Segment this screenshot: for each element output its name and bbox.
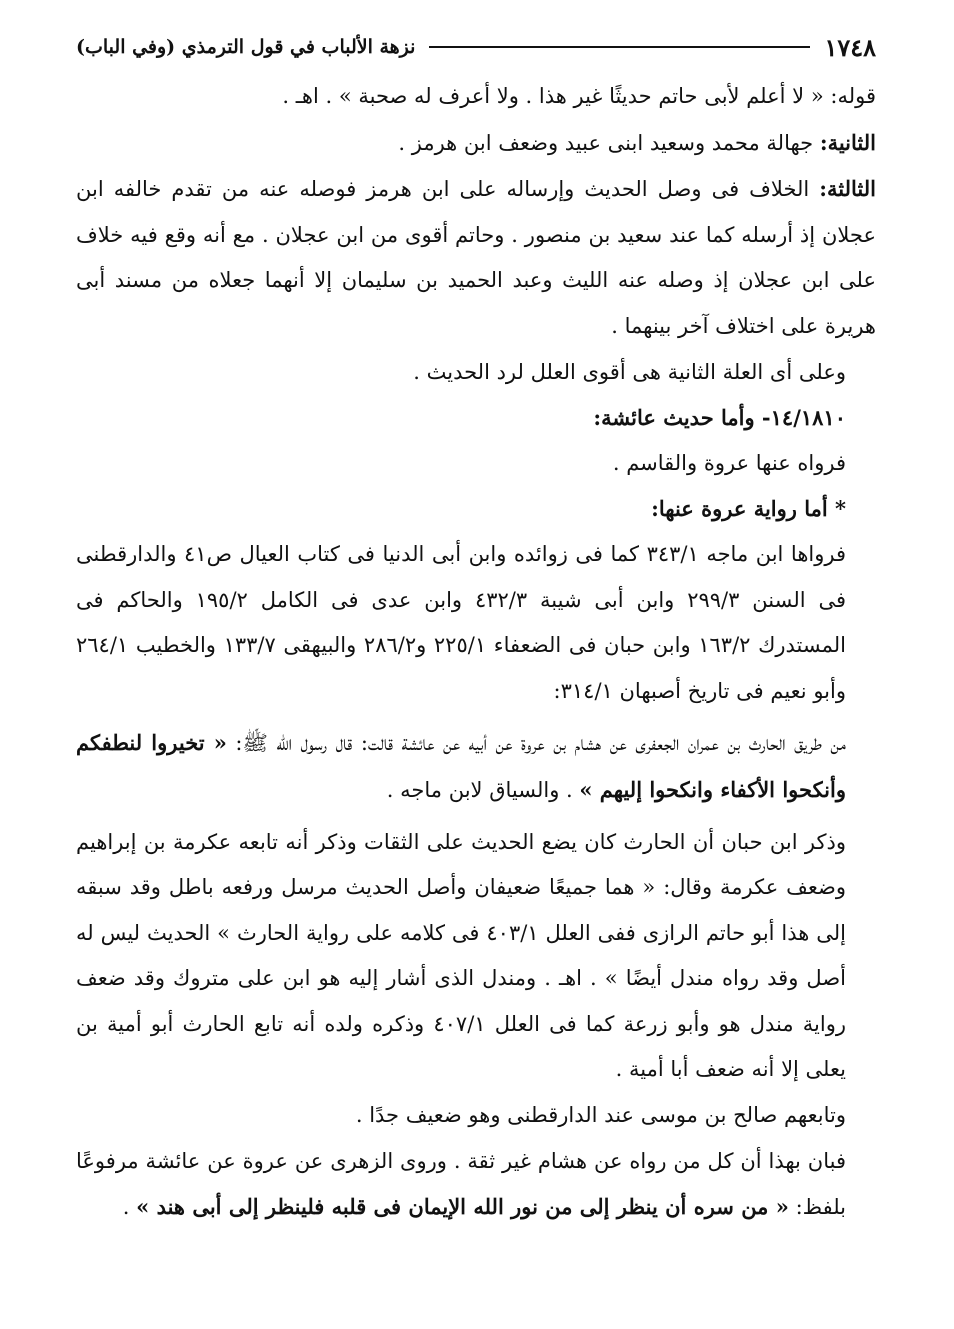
paragraph-quote-abu-hatim xyxy=(76,74,876,120)
paragraph-text: جهالة محمد وسعيد ابنى عبيد وضعف ابن هرمز . xyxy=(398,130,814,155)
book-page xyxy=(76,22,876,1231)
page-number: ١٧٤٨ xyxy=(824,32,876,62)
paragraph-text: « لا أعلم لأبى حاتم حديثًا غير هذا . ولا أعرف له صحبة » . اهـ . xyxy=(282,84,824,108)
paragraph-text: من طريق الحارث بن عمران الجعفرى عن هشام بن عروة عن أبيه عن عائشة قالت: قال رسول الله ﷺ: xyxy=(235,731,846,756)
subheading-urwa-narration: * أما رواية عروة عنها: xyxy=(651,496,846,522)
running-title: نزهة الألباب في قول الترمذي (وفي الباب) xyxy=(76,36,416,58)
paragraph-conclusion: وعلى أى العلة الثانية هى أقوى العلل لرد الحديث . xyxy=(413,359,846,384)
paragraph-third-defect xyxy=(76,166,876,349)
paragraph-text: الخلاف فى وصل الحديث وإرساله على ابن هرمز فوصله عنه من تقدم خالفه ابن عجلان إذ أرسله كما عند سعيد بن منصور . وحاتم أقوى من ابن عجلان . مع أنه وقع فيه خلاف على ابن عجلان إذ وصله عنه الليث وعبد الحميد بن سليمان إلا أنهما جعلاه من مسند أبى هريرة على اختلاف آخر بينهما . xyxy=(76,177,876,338)
section-heading-aisha-hadith: ١٤/١٨١٠- وأما حديث عائشة: xyxy=(593,405,846,431)
hadith-quote: « تخيروا لنطفكم وأنكحوا الأكفاء وانكحوا إليهم » xyxy=(76,730,846,802)
paragraph-lead: قوله: xyxy=(830,84,876,108)
paragraph-narrators: فرواه عنها عروة والقاسم . xyxy=(612,450,846,475)
paragraph-second-defect xyxy=(76,120,876,167)
defect-label-third: الثالثة: xyxy=(819,176,876,202)
running-header xyxy=(76,22,876,72)
defect-label-second: الثانية: xyxy=(819,129,876,155)
page-body xyxy=(76,74,876,1231)
paragraph-isnad xyxy=(76,720,876,813)
paragraph-text: . والسياق لابن ماجه . xyxy=(386,777,573,802)
paragraph-text: فبان بهذا أن كل من رواه عن هشام غير ثقة . وروى الزهرى عن عروة عن عائشة مرفوعًا بلفظ: xyxy=(76,1148,846,1220)
header-rule xyxy=(429,46,810,48)
paragraph-zuhri xyxy=(76,1139,876,1231)
hadith-quote: « من سره أن ينظر إلى من نور الله الإيمان فى قلبه فلينظر إلى أبى هند » xyxy=(136,1194,789,1220)
paragraph-ibn-hibban: وذكر ابن حبان أن الحارث كان يضع الحديث على الثقات وذكر أنه تابعه عكرمة بن إبراهيم وضعف عكرمة وقال: « هما جميعًا ضعيفان وأصل الحديث مرسل ورفعه باطل وقد سبقه إلى هذا أبو حاتم الرازى ففى العلل ٤٠٣/١ فى كلامه على رواية الحارث » الحديث ليس له أصل وقد رواه مندل أيضًا » . اهـ . ومندل الذى أشار إليه هو ابن على متروك وقد ضعف رواية مندل هو وأبو زرعة كما فى العلل ٤٠٧/١ وذكره ولده أنه تابع الحارث أبو أمية بن يعلى إلا أنه ضعف أبا أمية . xyxy=(76,829,847,1082)
paragraph-text: . xyxy=(122,1195,130,1220)
paragraph-sources: فرواها ابن ماجه ٣٤٣/١ كما فى زوائده وابن أبى الدنيا فى كتاب العيال ص٤١ والدارقطنى فى السنن ٢٩٩/٣ وابن أبى شيبة ٤٣٢/٣ وابن عدى فى الكامل ١٩٥/٢ والحاكم فى المستدرك ١٦٣/٢ وابن حبان فى الضعفاء ٢٢٥/١ و٢٨٦/٢ والبيهقى ١٣٣/٧ والخطيب ٢٦٤/١ وأبو نعيم فى تاريخ أصبهان ٣١٤/١: xyxy=(76,541,847,703)
paragraph-salih-bin-musa: وتابعهم صالح بن موسى عند الدارقطنى وهو ضعيف جدًا . xyxy=(355,1103,846,1128)
